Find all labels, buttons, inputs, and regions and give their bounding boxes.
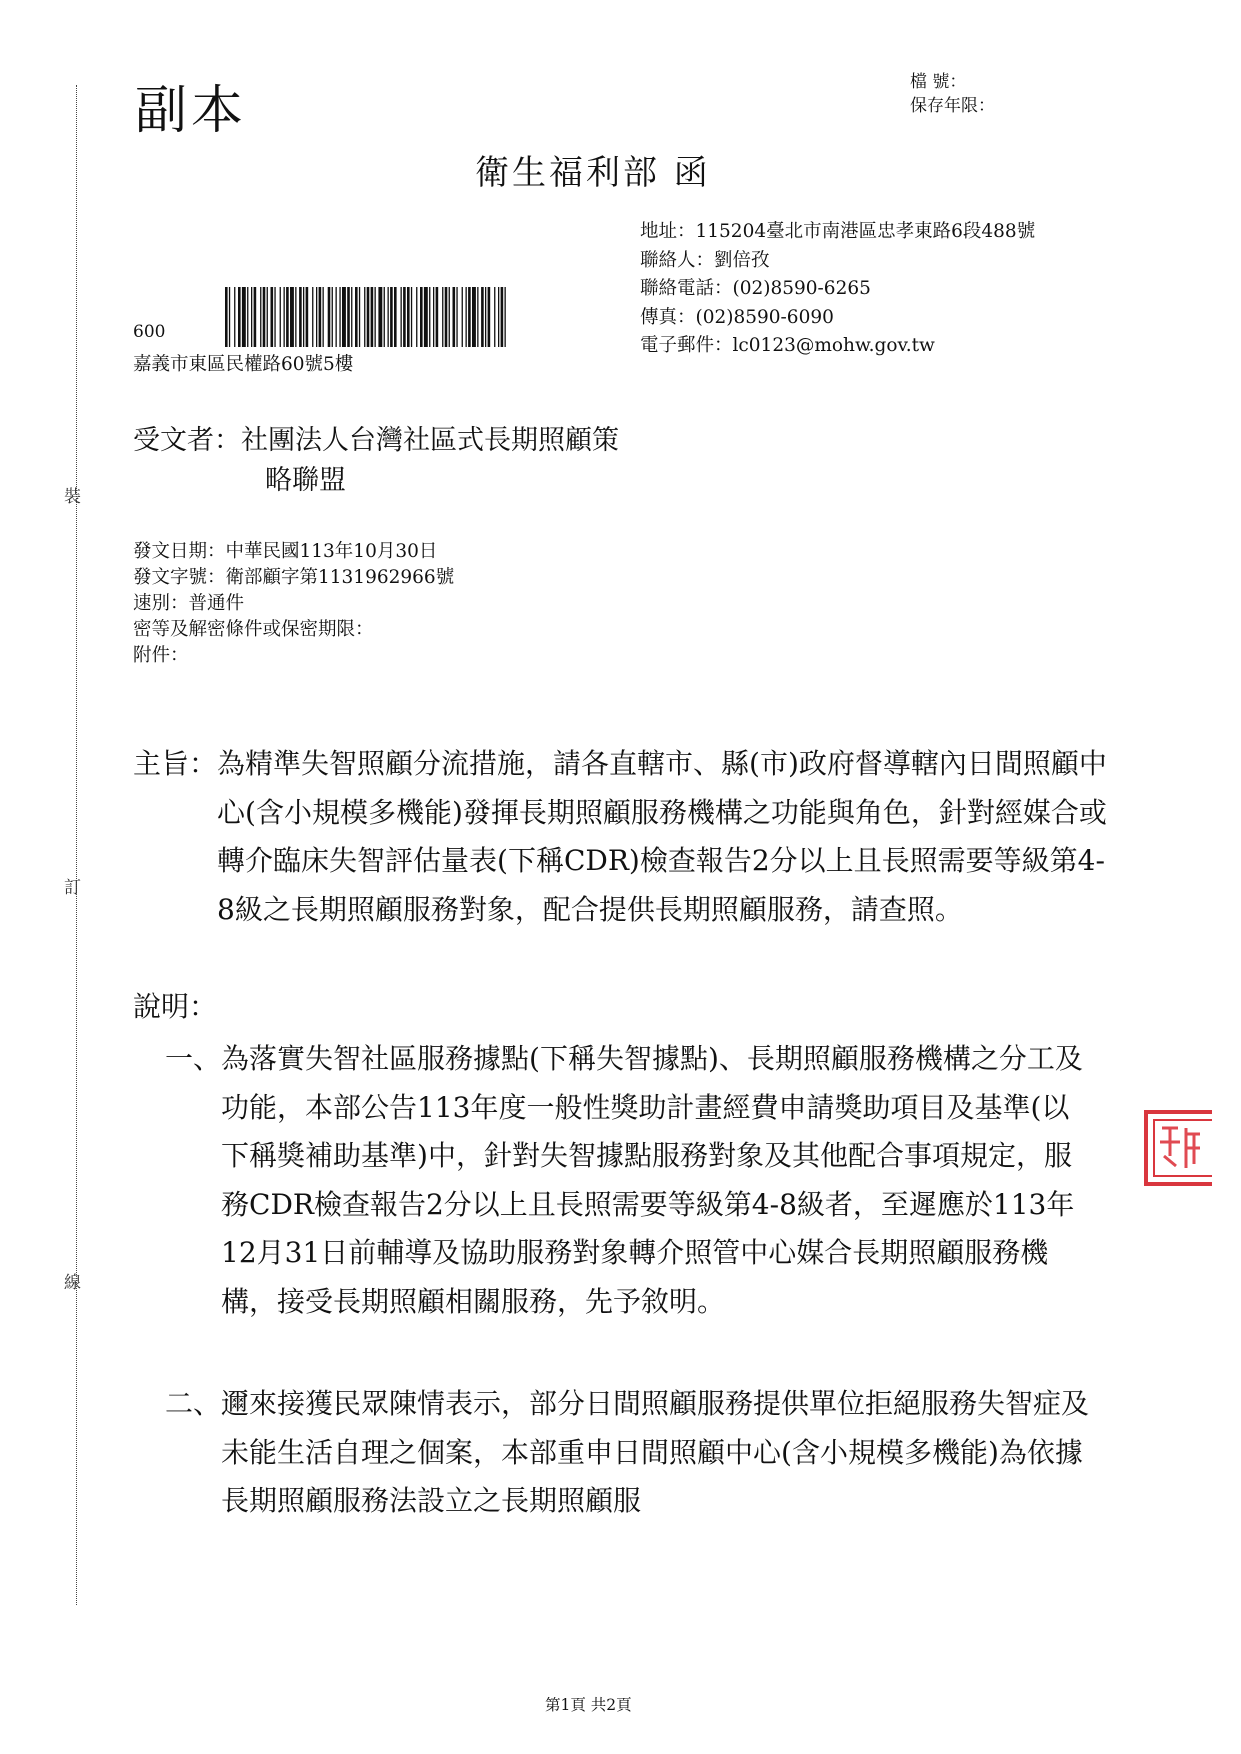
contact-person: 聯絡人：劉倍孜 — [640, 249, 770, 271]
barcode — [225, 287, 507, 347]
delivery-speed: 速別：普通件 — [133, 593, 245, 614]
issue-date: 發文日期：中華民國113年10月30日 — [133, 541, 438, 562]
copy-mark: 副本 — [135, 81, 248, 141]
item-text: 為落實失智社區服務據點(下稱失智據點)、長期照顧服務機構之分工及功能，本部公告113年度一般性獎助計畫經費申請獎助項目及基準(以下稱獎補助基準)中，針對失智據點服務對象及其他配合事項規定，服務CDR檢查報告2分以上且長照需要等級第4-8級者，至遲應於113年12月31日前輔導及協助服務對象轉介照管中心媒合長期照顧服務機構，接受長期照顧相關服務，先予敘明。 — [221, 1042, 1083, 1318]
secrecy-level: 密等及解密條件或保密期限： — [133, 619, 374, 640]
subject-section — [133, 740, 1113, 934]
subject-text: 為精準失智照顧分流措施，請各直轄市、縣(市)政府督導轄內日間照顧中心(含小規模多機能)發揮長期照顧服務機構之功能與角色，針對經媒合或轉介臨床失智評估量表(下稱CDR)檢查報告2分以上且長照需要等級第4-8級之長期照顧服務對象，配合提供長期照顧服務，請查照。 — [217, 747, 1107, 926]
red-seal-stamp — [1142, 1108, 1212, 1188]
attachment: 附件： — [133, 645, 189, 666]
binding-mark-bottom: 線 — [64, 1273, 81, 1293]
binding-line — [76, 85, 77, 1605]
document-number: 發文字號：衛部顧字第1131962966號 — [133, 567, 455, 588]
item-number: 一、 — [165, 1042, 222, 1075]
explanation-label: 說明： — [133, 990, 218, 1023]
document-meta — [133, 539, 454, 669]
contact-fax: 傳真：(02)8590-6090 — [640, 306, 834, 328]
file-number-label: 檔 號： — [910, 72, 967, 92]
contact-address: 地址：115204臺北市南港區忠孝東路6段488號 — [640, 221, 1036, 242]
recipient-line1: 社團法人台灣社區式長期照顧策 — [241, 425, 619, 456]
item-number: 二、 — [165, 1387, 222, 1420]
recipient-line2: 略聯盟 — [265, 465, 346, 496]
retention-label: 保存年限： — [910, 96, 995, 116]
filing-info — [910, 70, 995, 118]
recipient-label: 受文者： — [133, 425, 241, 456]
recipient — [133, 421, 773, 501]
item-text: 邇來接獲民眾陳情表示，部分日間照顧服務提供單位拒絕服務失智症及未能生活自理之個案，本部重申日間照顧中心(含小規模多機能)為依據長期照顧服務法設立之長期照顧服 — [221, 1387, 1090, 1517]
contact-block — [640, 218, 1035, 361]
subject-label: 主旨： — [133, 747, 218, 780]
document-title: 衛生福利部 函 — [475, 153, 711, 193]
contact-phone: 聯絡電話：(02)8590-6265 — [640, 278, 871, 299]
postal-code: 600 — [133, 322, 166, 342]
mailing-address: 嘉義市東區民權路60號5樓 — [133, 354, 354, 375]
binding-mark-top: 裝 — [64, 487, 81, 507]
explanation-item — [165, 1035, 1090, 1326]
contact-email: 電子郵件：lc0123@mohw.gov.tw — [640, 335, 935, 356]
page-footer: 第1頁 共2頁 — [545, 1696, 632, 1714]
explanation-item — [165, 1380, 1090, 1526]
binding-mark-middle: 訂 — [64, 878, 81, 898]
